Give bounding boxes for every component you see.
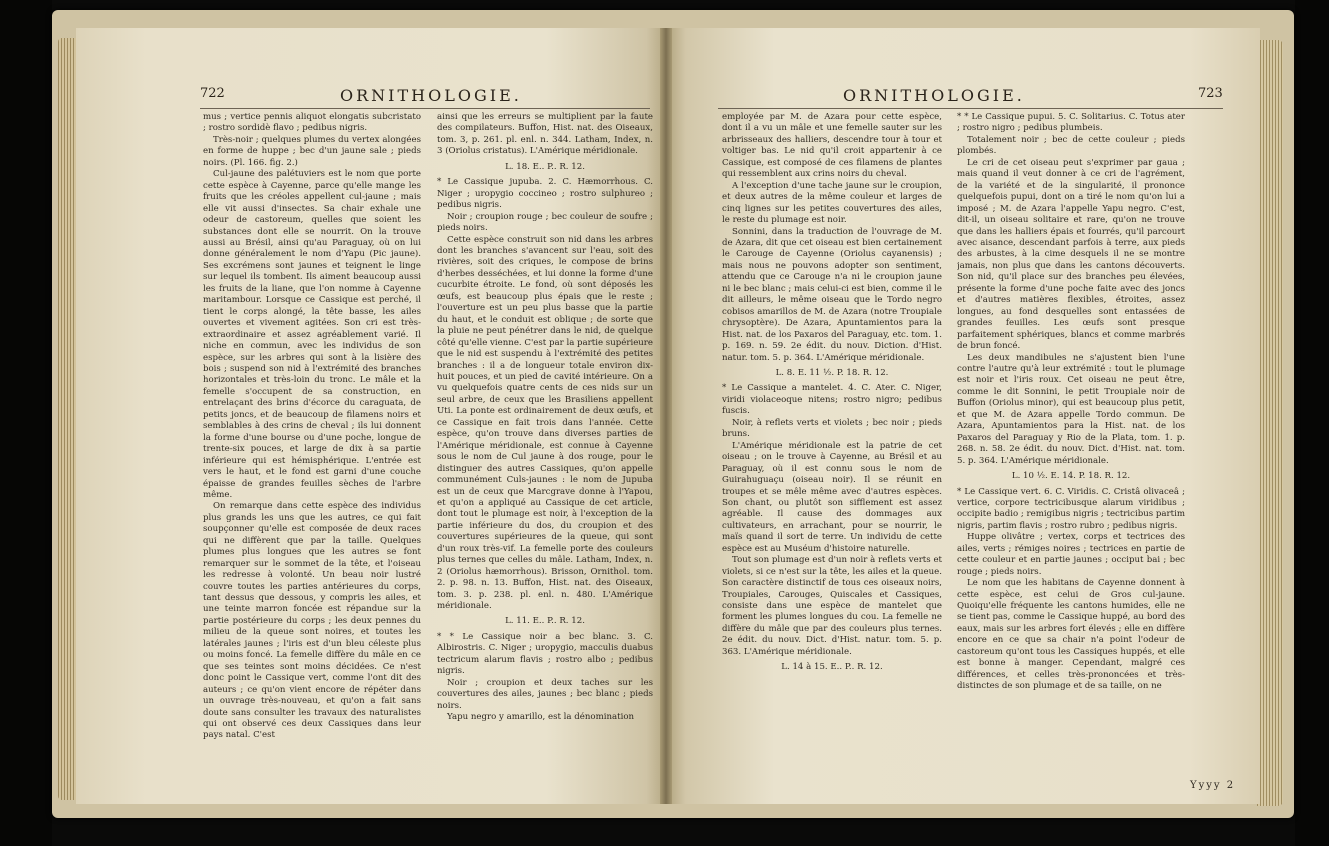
paragraph: Cette espèce construit son nid dans les arbres dont les branches s'avancent sur l'eau, soit des rivières, soit des criques, le compose de brins d'herbes desséchées, et lui donne la forme d'une cucurbite étroite. Le fond, où sont déposés les œufs, est beaucoup plus épais que le reste ; l'ouverture est un peu plus basse que la partie du haut, et le conduit est oblique ; de sorte que la pluie ne peut pénétrer dans le nid, de quelque côté qu'elle vienne. C'est par la partie supérieure que le nid est suspendu à l'extrémité des petites branches : il a de longueur totale environ dix-huit pouces, et un pied de cavité intérieure. On a vu quelquefois quatre cents de ces nids sur un seul arbre, de ceux que les Brasiliens appellent Uti. La ponte est ordinairement de deux œufs, et ce Cassique en fait trois dans l'année. Cette espèce, qu'on trouve dans diverses parties de l'Amérique méridionale, est connue à Cayenne sous le nom de Cul jaune à dos rouge, pour le distinguer des autres Cassiques, qu'on appelle communément Culs-jaunes : le nom de Jupuba est un de ceux que Marcgrave donne à l'Yapou, et qu'on a appliqué au Cassique de cet article, dont tout le plumage est noir, à l'exception de la partie inférieure du dos, du croupion et des couvertures supérieures de la queue, qui sont d'un roux très-vif. La femelle porte des couleurs plus ternes que celles du mâle. Latham, Index, n. 2 (Oriolus hæmorrhous). Brisson, Ornithol. tom. 2. p. 98. n. 13. Buffon, Hist. nat. des Oiseaux, tom. 3. p. 238. pl. enl. n. 480. L'Amérique méridionale. <box>437 234 653 612</box>
paragraph: Cul-jaune des palétuviers est le nom que porte cette espèce à Cayenne, parce qu'elle mange les fruits que les créoles appellent cul-jaune ; mais elle vit aussi d'insectes. Sa chair exhale une odeur de castoreum, quelles que soient les substances dont elle se nourrit. On la trouve aussi au Brésil, ainsi qu'au Paraguay, où on lui donne généralement le nom d'Yapu (Pic jaune). Ses excrémens sont jaunes et teignent le linge sur lequel ils tombent. Ils aiment beaucoup aussi les fruits de la liane, que l'on nomme à Cayenne maritambour. Lorsque ce Cassique est perché, il tient le corps alongé, la tête basse, les ailes ouvertes et vivement agitées. Son cri est très-extraordinaire et assez agréablement varié. Il niche en commun, avec les individus de son espèce, sur les arbres qui sont à la lisière des bois ; suspend son nid à l'extrémité des branches horizontales et très-loin du tronc. Le mâle et la femelle s'occupent de sa construction, en entrelaçant des brins d'écorce du caraguata, de petits joncs, et de beaucoup de filamens noirs et semblables à des crins de cheval ; ils lui donnent la forme d'une bourse ou d'une poche, longue de trente-six pouces, et large de dix à sa partie inférieure qui est hémisphérique. L'entrée est vers le haut, et le fond est garni d'une couche épaisse de grandes feuilles sèches de l'arbre même. <box>203 169 421 500</box>
right-page-column-1 <box>722 112 942 774</box>
measurements: L. 18. E.. P.. R. 12. <box>505 161 585 172</box>
paragraph: L'Amérique méridionale est la patrie de cet oiseau ; on le trouve à Cayenne, au Brésil et au Paraguay, où il est connu sous le nom de Guirahuguaçu (oiseau noir). Il se réunit en troupes et se mêle même avec d'autres espèces. Son chant, ou plutôt son sifflement est assez agréable. Il cause des dommages aux cultivateurs, en arrachant, pour se nourrir, le maïs quand il sort de terre. Un individu de cette espèce est au Muséum d'histoire naturelle. <box>722 440 942 554</box>
species-heading: * Le Cassique jupuba. 2. C. Hæmorrhous. C. Niger ; uropygio coccineo ; rostro sulphureo ; pedibus nigris. <box>437 177 653 211</box>
species-heading: * Le Cassique a mantelet. 4. C. Ater. C. Niger, viridi violaceoque nitens; rostro nigro; pedibus fuscis. <box>722 383 942 417</box>
paragraph: mus ; vertice pennis aliquot elongatis subcristato ; rostro sordidè flavo ; pedibus nigris. <box>203 112 421 134</box>
species-heading: * * Le Cassique noir a bec blanc. 3. C. Albirostris. C. Niger ; uropygio, macculis duabus tectricum alarum flavis ; rostro albo ; pedibus nigris. <box>437 631 653 677</box>
left-page-title: ORNITHOLOGIE. <box>340 86 522 105</box>
paragraph: Noir ; croupion et deux taches sur les couvertures des ailes, jaunes ; bec blanc ; pieds noirs. <box>437 677 653 711</box>
measurements: L. 11. E.. P.. R. 12. <box>505 616 585 627</box>
paragraph: Noir ; croupion rouge ; bec couleur de soufre ; pieds noirs. <box>437 211 653 234</box>
paragraph: ainsi que les erreurs se multiplient par la faute des compilateurs. Buffon, Hist. nat. des Oiseaux, tom. 3, p. 261. pl. enl. n. 344. Latham, Index, n. 3 (Oriolus cristatus). L'Amérique méridionale. <box>437 112 653 157</box>
paragraph: A l'exception d'une tache jaune sur le croupion, et deux autres de la même couleur et larges de cinq lignes sur les petites couvertures des ailes, le reste du plumage est noir. <box>722 180 942 226</box>
page-edges-right <box>1257 40 1283 806</box>
right-page-number: 723 <box>1198 86 1223 101</box>
left-page-number: 722 <box>200 86 225 101</box>
paragraph: Noir, à reflets verts et violets ; bec noir ; pieds bruns. <box>722 417 942 440</box>
paragraph: employée par M. de Azara pour cette espèce, dont il a vu un mâle et une femelle sauter sur les arbrisseaux des halliers, descendre tour à tour et voltiger bas. Le nid qu'il croit appartenir à ce Cassique, est composé de ces filamens de plantes qui ressemblent aux crins noirs du cheval. <box>722 112 942 180</box>
measurements: L. 10 ½. E. 14. P. 18. R. 12. <box>1011 471 1131 482</box>
signature-mark: Yyyy 2 <box>1190 780 1236 791</box>
paragraph: Les deux mandibules ne s'ajustent bien l'une contre l'autre qu'à leur extrémité : tout le plumage est noir et l'iris roux. Cet oiseau ne peut être, comme le dit Sonnini, le petit Troupiale noir de Buffon (Oriolus minor), qui est beaucoup plus petit, et que M. de Azara appelle Tordo commun. De Azara, Apuntamientos para la Hist. nat. de los Paxaros del Paraguay y Rio de la Plata, tom. 1. p. 268. n. 58. 2e édit. du nouv. Dict. d'Hist. nat. tom. 5. p. 364. L'Amérique méridionale. <box>957 352 1185 466</box>
left-page-column-1 <box>203 112 421 774</box>
paragraph: Huppe olivâtre ; vertex, corps et tectrices des ailes, verts ; rémiges noires ; tectrices en partie de cette couleur et en partie jaunes ; occiput bai ; bec rouge ; pieds noirs. <box>957 532 1185 577</box>
page-edges-left <box>58 38 78 800</box>
paragraph: On remarque dans cette espèce des individus plus grands les uns que les autres, ce qui fait soupçonner qu'elle est composée de deux races qui ne diffèrent que par la taille. Quelques plumes plus longues que les autres se font remarquer sur le sommet de la tête, et l'oiseau les redresse à volonté. Un beau noir lustré couvre toutes les parties antérieures du corps, tant dessus que dessous, y compris les ailes, et une teinte marron foncée est répandue sur la partie postérieure du corps ; les deux pennes du milieu de la queue sont noires, et toutes les latérales jaunes ; l'iris est d'un bleu céleste plus ou moins foncé. La femelle diffère du mâle en ce que ses teintes sont moins décidées. Ce n'est donc point le Cassique vert, comme l'ont dit des auteurs ; ce qu'on vient encore de répéter dans un ouvrage très-nouveau, et qu'on a fait sans doute sans consulter les travaux des naturalistes qui ont observé ces deux Cassiques dans leur pays natal. C'est <box>203 501 421 741</box>
paragraph: Le nom que les habitans de Cayenne donnent à cette espèce, est celui de Gros cul-jaune. Quoiqu'elle fréquente les cantons humides, elle ne se tient pas, comme le Cassique huppé, au bord des eaux, mais sur les arbres fort élevés ; elle en diffère encore en ce que sa chair n'a point l'odeur de castoreum qu'ont tous les Cassiques huppés, et elle est bonne à manger. Cependant, malgré ces différences, et celles très-prononcées et très-distinctes de son plumage et de sa taille, on ne <box>957 578 1185 692</box>
background-left <box>0 0 52 846</box>
measurements: L. 8. E. 11 ½. P. 18. R. 12. <box>775 367 889 378</box>
background-right <box>1295 0 1329 846</box>
left-page-header <box>200 86 650 109</box>
book-gutter <box>660 28 672 804</box>
left-page-column-2 <box>437 112 653 774</box>
paragraph: Totalement noir ; bec de cette couleur ; pieds plombés. <box>957 134 1185 157</box>
species-heading: * * Le Cassique pupui. 5. C. Solitarius. C. Totus ater ; rostro nigro ; pedibus plumbeis. <box>957 112 1185 134</box>
measurements: L. 14 à 15. E.. P.. R. 12. <box>781 662 883 673</box>
right-page-header <box>718 86 1223 109</box>
paragraph: Le cri de cet oiseau peut s'exprimer par gaua ; mais quand il veut donner à ce cri de l'agrément, de la variété et de la singularité, il prononce quelquefois pupui, dont on a tiré le nom qu'on lui a imposé ; M. de Azara l'appelle Yapu negro. C'est, dit-il, un oiseau solitaire et rare, qu'on ne trouve que dans les halliers épais et fourrés, qu'il parcourt avec aisance, descendant parfois à terre, aux pieds des arbustes, à la cime desquels il ne se montre jamais, non plus que dans les cantons découverts. Son nid, qu'il place sur des branches peu élevées, présente la forme d'une poche faite avec des joncs et d'autres matières flexibles, étroites, assez longues, au fond desquelles sont entassées de grandes feuilles. Les œufs sont presque parfaitement sphériques, blancs et comme marbrés de brun foncé. <box>957 157 1185 352</box>
right-page-column-2 <box>957 112 1185 774</box>
paragraph: Très-noir ; quelques plumes du vertex alongées en forme de huppe ; bec d'un jaune sale ; pieds noirs. (Pl. 166. fig. 2.) <box>203 134 421 168</box>
species-heading: * Le Cassique vert. 6. C. Viridis. C. Cristâ olivaceâ ; vertice, corpore tectricibusque alarum viridibus ; occipite badio ; remigibus nigris ; tectricibus partim nigris, partim flavis ; rostro rubro ; pedibus nigris. <box>957 486 1185 531</box>
right-page-title: ORNITHOLOGIE. <box>843 86 1025 105</box>
paragraph: Tout son plumage est d'un noir à reflets verts et violets, si ce n'est sur la tête, les ailes et la queue. Son caractère distinctif de tous ces oiseaux noirs, Troupiales, Carouges, Quiscales et Cassiques, consiste dans une espèce de mantelet que forment les plumes longues du cou. La femelle ne diffère du mâle que par des couleurs plus ternes. 2e édit. du nouv. Dict. d'Hist. natur. tom. 5. p. 363. L'Amérique méridionale. <box>722 555 942 657</box>
paragraph: Sonnini, dans la traduction de l'ouvrage de M. de Azara, dit que cet oiseau est bien certainement le Carouge de Cayenne (Oriolus cayanensis) ; mais nous ne pouvons adopter son sentiment, attendu que ce Carouge n'a ni le croupion jaune ni le bec blanc ; mais celui-ci est bien, comme il le dit ailleurs, le même oiseau que le Tordo negro cobisos amarillos de M. de Azara (notre Troupiale chrysoptère). De Azara, Apuntamientos para la Hist. nat. de los Paxaros del Paraguay, etc. tom. 1. p. 169. n. 59. 2e édit. du nouv. Diction. d'Hist. natur. tom. 5. p. 364. L'Amérique méridionale. <box>722 226 942 363</box>
paragraph: Yapu negro y amarillo, est la dénomination <box>447 712 635 723</box>
